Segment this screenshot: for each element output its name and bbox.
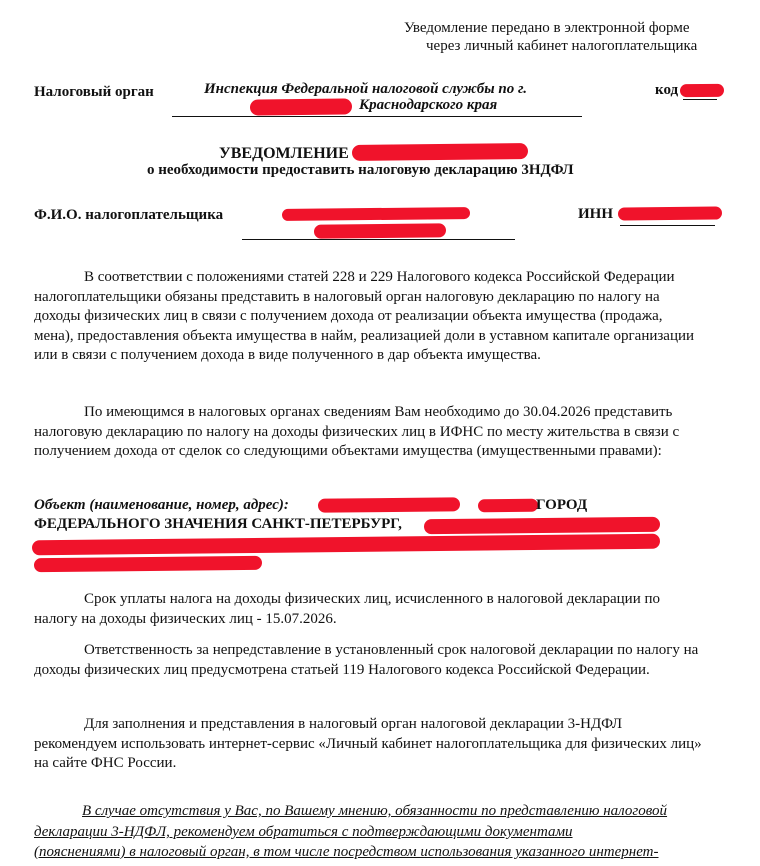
tax-authority-underline	[172, 116, 582, 117]
paragraph-no-obligation-line2: декларации 3-НДФЛ, рекомендуем обратиться с подтверждающими документами	[34, 824, 573, 840]
code-label: код	[655, 82, 679, 98]
notice-subtitle: о необходимости предоставить налоговую декларацию 3НДФЛ	[147, 162, 574, 178]
paragraph-liability: Ответственность за непредставление в установленный срок налоговой декларации по налогу на доходы физических лиц предусмотрена статьей 119 Налогового кодекса Российской Федерации.	[34, 642, 699, 678]
object-label: Объект (наименование, номер, адрес):	[34, 497, 289, 513]
fio-underline	[242, 239, 515, 240]
object-region: ФЕДЕРАЛЬНОГО ЗНАЧЕНИЯ САНКТ-ПЕТЕРБУРГ,	[34, 516, 402, 532]
inn-underline	[620, 225, 715, 226]
paragraph-online-service: Для заполнения и представления в налоговый орган налоговой декларации 3-НДФЛ рекомендуем использовать интернет-сервис «Личный кабинет налогоплательщика для физических лиц» на сайте ФНС России.	[34, 716, 702, 771]
redaction-city	[250, 98, 352, 115]
redaction-fio-line1	[282, 207, 470, 221]
redaction-object-address-2	[32, 534, 660, 556]
inn-label: ИНН	[578, 206, 614, 222]
paragraph-payment-deadline: Срок уплаты налога на доходы физических лиц, исчисленного в налоговой декларации по налогу на доходы физических лиц - 15.07.2026.	[34, 591, 661, 627]
tax-authority-name-line2: Краснодарского края	[359, 97, 498, 113]
redaction-object-address-1	[424, 517, 660, 534]
notice-title: УВЕДОМЛЕНИЕ	[219, 145, 349, 162]
redaction-notice-number	[352, 143, 528, 161]
code-underline	[683, 99, 717, 100]
paragraph-no-obligation-line1: В случае отсутствия у Вас, по Вашему мнению, обязанности по представлению налоговой	[82, 803, 668, 819]
delivery-note-line1: Уведомление передано в электронной форме	[404, 20, 690, 36]
redaction-code	[680, 84, 724, 97]
delivery-note-line2: через личный кабинет налогоплательщика	[426, 38, 698, 54]
paragraph-deadline: По имеющимся в налоговых органах сведениям Вам необходимо до 30.04.2026 представить налоговую декларацию по налогу на доходы физических лиц в ИФНС по месту жительства в связи с получением дохода от сделок со следующими объектами имущества (имущественными правами):	[34, 404, 680, 459]
redaction-object-address-3	[34, 556, 262, 572]
fio-label: Ф.И.О. налогоплательщика	[34, 207, 224, 223]
paragraph-legal-basis: В соответствии с положениями статей 228 и 229 Налогового кодекса Российской Федерации налогоплательщики обязаны представить в налоговый орган налоговую декларацию по налогу на доходы физических лиц в связи с получением дохода от реализации объекта имущества (продажа, мена), предоставления объекта имущества в найм, реализацией доли в уставном капитале организации или в связи с получением дохода в виде полученного в дар объекта имущества.	[34, 269, 695, 363]
tax-authority-label: Налоговый орган	[34, 84, 154, 100]
redaction-object-street	[478, 499, 538, 513]
redaction-fio-line2	[314, 223, 446, 238]
object-city: ГОРОД	[536, 497, 588, 513]
redaction-inn	[618, 206, 722, 220]
redaction-object-number	[318, 497, 460, 512]
tax-authority-name-line1: Инспекция Федеральной налоговой службы по г.	[204, 81, 528, 97]
paragraph-no-obligation-line3: (пояснениями) в налоговый орган, в том числе посредством использования указанного интернет-	[34, 844, 659, 860]
